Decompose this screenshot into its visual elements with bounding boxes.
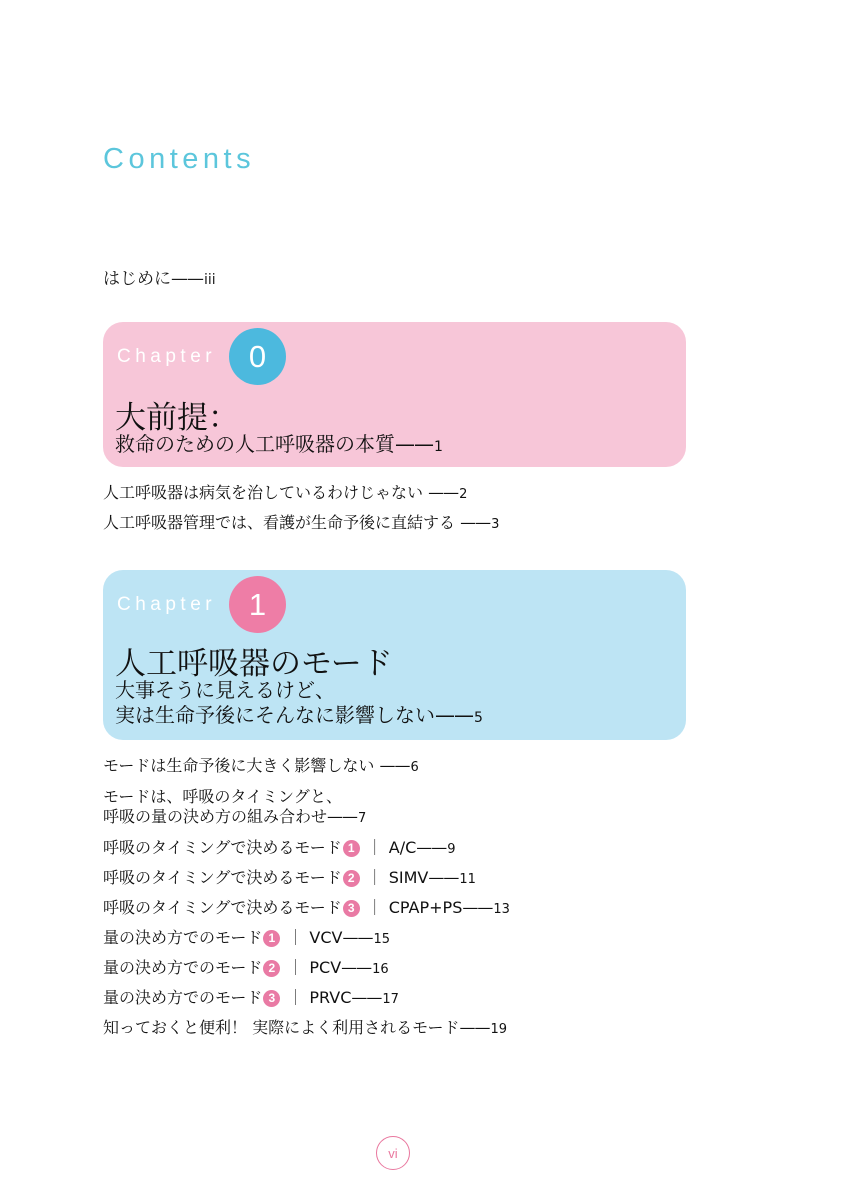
page-ref: 6 — [410, 760, 419, 775]
page-ref: 3 — [491, 517, 500, 532]
leader-dash: —— — [341, 958, 372, 977]
chapter-subtitle-line-2 — [115, 703, 483, 731]
mode-name: PCV — [309, 958, 342, 977]
chapter-subtitle-line: 大事そうに見えるけど、 — [115, 678, 335, 702]
contents-heading: Contents — [103, 143, 256, 175]
toc-entry[interactable] — [103, 756, 419, 778]
page-ref: 7 — [358, 811, 367, 826]
mode-name: CPAP+PS — [388, 898, 463, 917]
separator: ｜ — [287, 928, 304, 947]
toc-entry[interactable] — [103, 868, 476, 890]
leader-dash: —— — [428, 483, 459, 502]
separator: ｜ — [287, 958, 304, 977]
mode-name: SIMV — [388, 868, 429, 887]
page-ref: 17 — [382, 992, 399, 1007]
toc-entry[interactable] — [103, 898, 510, 920]
toc-entry[interactable] — [103, 958, 389, 980]
page-ref: 13 — [493, 902, 510, 917]
separator: ｜ — [366, 838, 383, 857]
page-ref: 2 — [459, 487, 468, 502]
chapter-subtitle — [115, 678, 483, 731]
entry-title: はじめに — [103, 269, 171, 289]
separator: ｜ — [366, 868, 383, 887]
leader-dash: —— — [379, 756, 410, 775]
entry-title-line-2 — [103, 807, 366, 829]
page-ref: 15 — [373, 932, 390, 947]
toc-entry[interactable] — [103, 1018, 507, 1040]
chapter-number-badge: 1 — [229, 576, 286, 633]
chapter-subtitle — [115, 432, 443, 460]
chapter-label: Chapter — [117, 346, 217, 367]
leader-dash: —— — [327, 807, 358, 826]
entry-title: 人工呼吸器は病気を治しているわけじゃない — [103, 483, 424, 502]
chapter-1-box[interactable] — [103, 570, 686, 740]
entry-title-line: モードは、呼吸のタイミングと、 — [103, 787, 343, 806]
number-badge: 1 — [263, 930, 280, 947]
entry-title: 呼吸のタイミングで決めるモード — [103, 898, 342, 917]
number-badge: 1 — [343, 840, 360, 857]
chapter-number-badge: 0 — [229, 328, 286, 385]
toc-entry[interactable] — [103, 838, 456, 860]
entry-title: モードは生命予後に大きく影響しない — [103, 756, 375, 775]
leader-dash: —— — [462, 898, 493, 917]
page-ref: 19 — [490, 1022, 507, 1037]
toc-entry[interactable] — [103, 483, 467, 505]
toc-entry[interactable] — [103, 513, 499, 535]
leader-dash: —— — [435, 703, 473, 727]
page-number-badge: vi — [376, 1136, 410, 1170]
leader-dash: —— — [428, 868, 459, 887]
number-badge: 2 — [263, 960, 280, 977]
entry-title: 知っておくと便利！ 実際によく利用されるモード — [103, 1018, 460, 1037]
page-ref: 1 — [434, 439, 443, 455]
leader-dash: —— — [416, 838, 447, 857]
number-badge: 3 — [263, 990, 280, 1007]
leader-dash: —— — [460, 513, 491, 532]
toc-entry[interactable] — [103, 928, 390, 950]
leader-dash: —— — [171, 269, 203, 289]
leader-dash: —— — [351, 988, 382, 1007]
entry-title: 呼吸のタイミングで決めるモード — [103, 838, 342, 857]
entry-title: 量の決め方でのモード — [103, 988, 263, 1007]
toc-entry-intro[interactable] — [103, 264, 216, 289]
separator: ｜ — [287, 988, 304, 1007]
chapter-title: 大前提： — [115, 400, 239, 436]
page-ref: iii — [204, 272, 216, 288]
entry-title-line: 呼吸の量の決め方の組み合わせ — [103, 807, 328, 826]
leader-dash: —— — [395, 432, 433, 456]
page-ref: 16 — [372, 962, 389, 977]
page-ref: 11 — [459, 872, 476, 887]
chapter-subtitle-line: 実は生命予後にそんなに影響しない — [115, 703, 435, 727]
toc-entry[interactable] — [103, 988, 399, 1010]
entry-title: 量の決め方でのモード — [103, 958, 263, 977]
leader-dash: —— — [342, 928, 373, 947]
chapter-title: 人工呼吸器のモード — [115, 646, 393, 682]
page-ref: 9 — [447, 842, 456, 857]
number-badge: 2 — [343, 870, 360, 887]
entry-title: 量の決め方でのモード — [103, 928, 263, 947]
mode-name: VCV — [309, 928, 343, 947]
entry-title: 人工呼吸器管理では、看護が生命予後に直結する — [103, 513, 456, 532]
separator: ｜ — [366, 898, 383, 917]
mode-name: A/C — [388, 838, 417, 857]
chapter-0-box[interactable] — [103, 322, 686, 467]
mode-name: PRVC — [309, 988, 352, 1007]
toc-entry[interactable] — [103, 787, 366, 829]
chapter-label: Chapter — [117, 594, 217, 615]
entry-title: 呼吸のタイミングで決めるモード — [103, 868, 342, 887]
number-badge: 3 — [343, 900, 360, 917]
page-ref: 5 — [474, 710, 483, 726]
chapter-subtitle-line: 救命のための人工呼吸器の本質 — [115, 432, 395, 456]
leader-dash: —— — [459, 1018, 490, 1037]
